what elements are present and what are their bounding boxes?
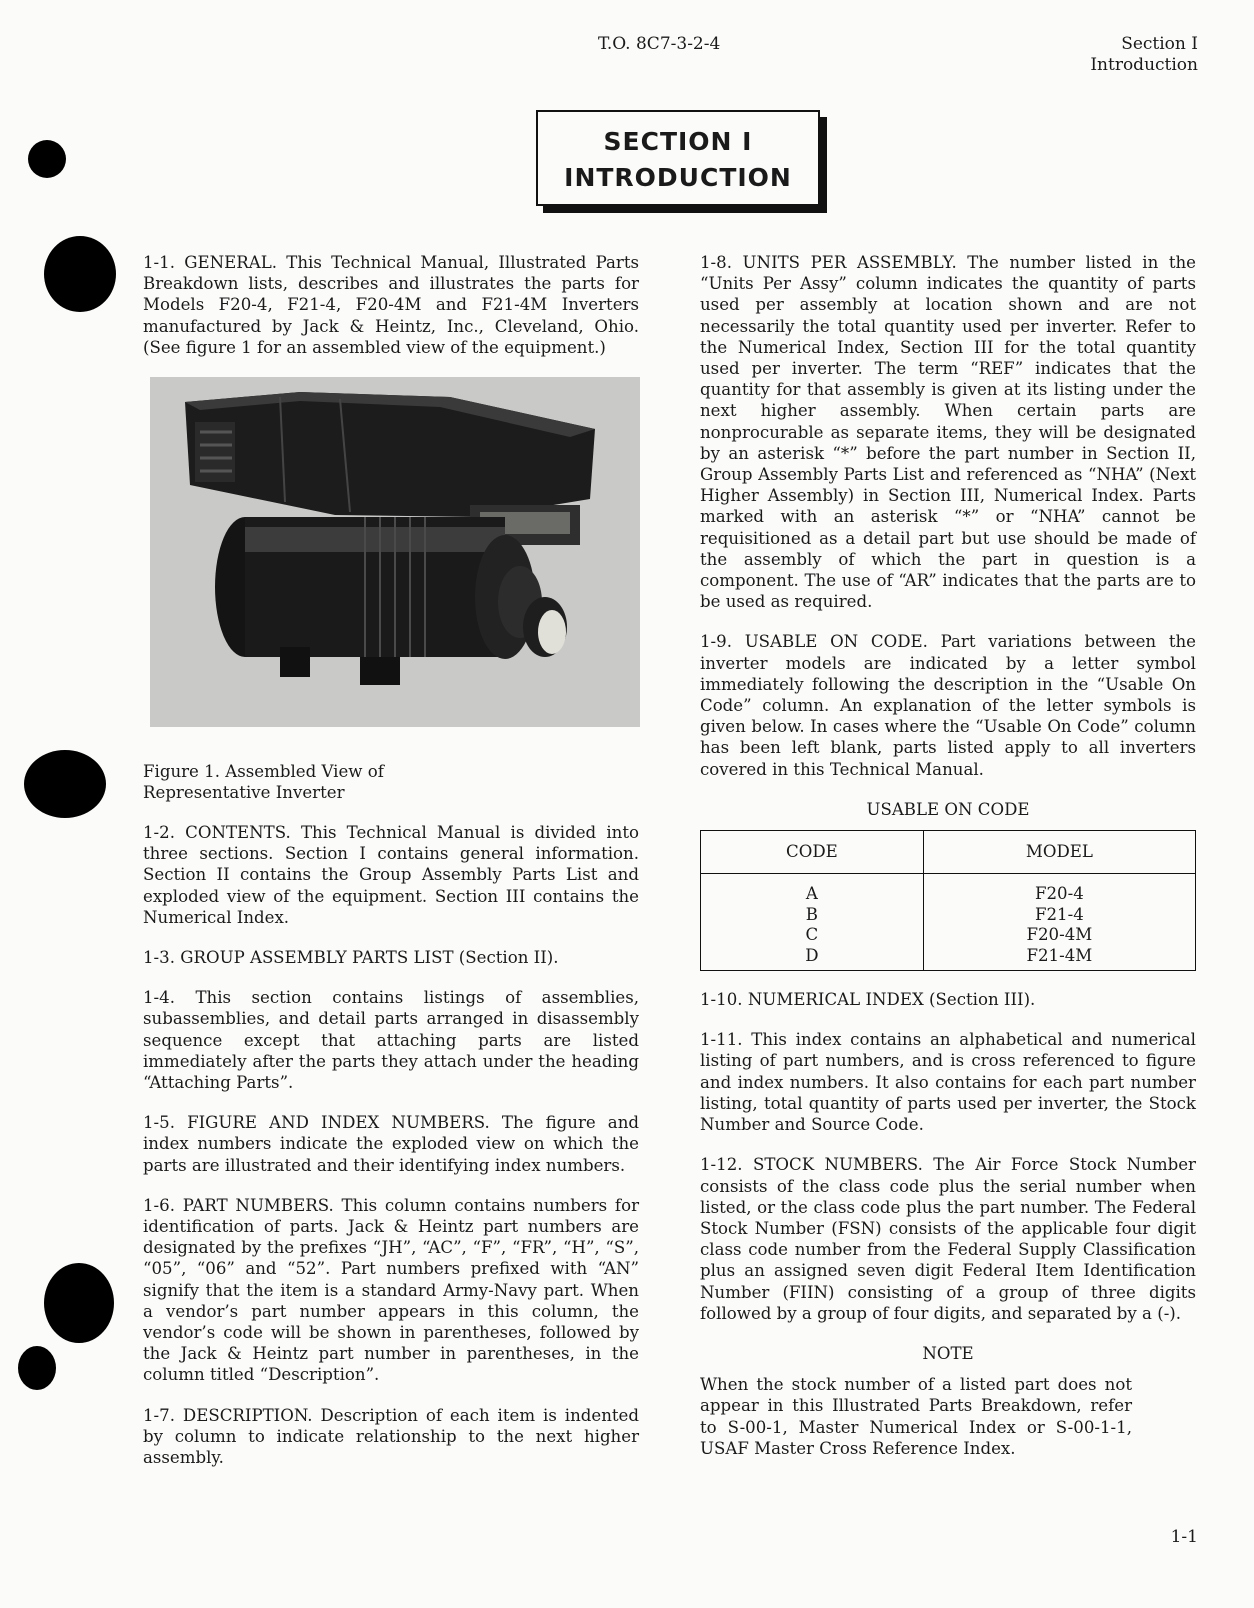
para-1-10: 1-10. NUMERICAL INDEX (Section III). <box>700 990 1036 1010</box>
para-1-11: 1-11. This index contains an alphabetical and numerical listing of part numbers, and is cross referenced to figure and index numbers. It also contains for each part number listing, total quantity of parts used per inverter, the Stock Number and Source Code. <box>700 1030 1196 1135</box>
figure-caption <box>143 761 639 803</box>
usable-on-code-table-title: USABLE ON CODE <box>866 799 1030 819</box>
table-row <box>701 925 1196 946</box>
para-1-1: 1-1. GENERAL. This Technical Manual, Illustrated Parts Breakdown lists, describes and illustrates the parts for Models F20-4, F21-4, F20-4M and F21-4M Inverters manufactured by Jack & Heintz, Inc., Cleveland, Ohio. (See figure 1 for an assembled view of the equipment.) <box>143 253 639 357</box>
caption-line-2: Representative Inverter <box>143 783 345 803</box>
note-text: When the stock number of a listed part does not appear in this Illustrated Parts Breakdown, refer to S-00-1, Master Numerical Index or S-00-1-1, USAF Master Cross Reference Index. <box>700 1375 1132 1458</box>
para-1-2: 1-2. CONTENTS. This Technical Manual is divided into three sections. Section I contains general information. Section II contains the Group Assembly Parts List and exploded view of the equipment. Section III contains the Numerical Index. <box>143 823 639 927</box>
caption-line-1: Figure 1. Assembled View of <box>143 762 384 782</box>
model-cell: F21-4 <box>1034 904 1084 924</box>
model-cell: F21-4M <box>1026 945 1093 965</box>
left-column <box>143 252 639 1487</box>
inverter-photo <box>150 377 640 727</box>
page-number: 1-1 <box>1170 1527 1198 1547</box>
code-cell: C <box>701 925 924 946</box>
section-title-line2: INTRODUCTION <box>564 163 792 192</box>
section-header <box>1090 34 1198 76</box>
table-row <box>701 874 1196 905</box>
section-title-line1: SECTION I <box>603 127 753 156</box>
para-1-5: 1-5. FIGURE AND INDEX NUMBERS. The figure and index numbers indicate the exploded view on which the parts are illustrated and their identifying index numbers. <box>143 1113 639 1175</box>
para-1-8: 1-8. UNITS PER ASSEMBLY. The number listed in the “Units Per Assy” column indicates the quantity of parts used per assembly at location shown and are not necessarily the total quantity used per inverter. Refer to the Numerical Index, Section III for the total quantity used per inverter. The term “REF” indicates that the quantity for that assembly is given at its listing under the next higher assembly. When certain parts are nonprocurable as separate items, they will be designated by an asterisk “*” before the part number in Section II, Group Assembly Parts List and referenced as “NHA” (Next Higher Assembly) in Section III, Numerical Index. Parts marked with an asterisk “*” or “NHA” cannot be requisitioned as a detail part but use should be made of the assembly of which the part in question is a component. The use of “AR” indicates that the parts are to be used as required. <box>700 253 1196 612</box>
table-row <box>701 946 1196 971</box>
table-header-code: CODE <box>701 831 924 874</box>
code-cell: D <box>701 946 924 971</box>
model-cell: F20-4 <box>1034 884 1084 904</box>
section-name: Introduction <box>1090 55 1198 75</box>
binder-hole <box>44 1263 114 1343</box>
binder-hole <box>28 140 66 178</box>
code-cell: B <box>701 905 924 926</box>
binder-hole <box>18 1346 56 1390</box>
model-cell: F20-4M <box>1026 925 1093 945</box>
para-1-3: 1-3. GROUP ASSEMBLY PARTS LIST (Section II). <box>143 948 559 968</box>
para-1-12: 1-12. STOCK NUMBERS. The Air Force Stock Number consists of the class code plus the serial number when listed, or the class code plus the part number. The Federal Stock Number (FSN) consists of the applicable four digit class code number from the Federal Supply Classification plus an assigned seven digit Federal Item Identification Number (FIIN) consisting of a group of three digits followed by a group of four digits, and separated by a (-). <box>700 1155 1196 1323</box>
usable-on-code-table <box>700 830 1196 971</box>
table-row <box>701 905 1196 926</box>
para-1-6: 1-6. PART NUMBERS. This column contains numbers for identification of parts. Jack & Heintz part numbers are designated by the prefixes “JH”, “AC”, “F”, “FR”, “H”, “S”, “05”, “06” and “52”. Part numbers prefixed with “AN” signify that the item is a standard Army-Navy part. When a vendor’s part number appears in this column, the vendor’s code will be shown in parentheses, followed by the Jack & Heintz part number in parentheses, in the column titled “Description”. <box>143 1195 639 1385</box>
para-1-4: 1-4. This section contains listings of assemblies, subassemblies, and detail parts arranged in disassembly sequence except that attaching parts are listed immediately after the parts they attach under the heading “Attaching Parts”. <box>143 988 639 1093</box>
code-cell: A <box>701 874 924 905</box>
binder-hole <box>44 236 116 312</box>
note-heading: NOTE <box>922 1343 974 1363</box>
section-title-box <box>536 110 820 206</box>
tech-order-number: T.O. 8C7-3-2-4 <box>598 34 721 54</box>
para-1-7: 1-7. DESCRIPTION. Description of each item is indented by column to indicate relationship to the next higher assembly. <box>143 1405 639 1468</box>
right-column <box>700 252 1196 1478</box>
table-header-model: MODEL <box>923 831 1195 874</box>
binder-hole <box>24 750 106 818</box>
para-1-9: 1-9. USABLE ON CODE. Part variations between the inverter models are indicated by a letter symbol immediately following the description in the “Usable On Code” column. An explanation of the letter symbols is given below. In cases where the “Usable On Code” column has been left blank, parts listed apply to all inverters covered in this Technical Manual. <box>700 632 1196 779</box>
section-label: Section I <box>1121 34 1198 54</box>
